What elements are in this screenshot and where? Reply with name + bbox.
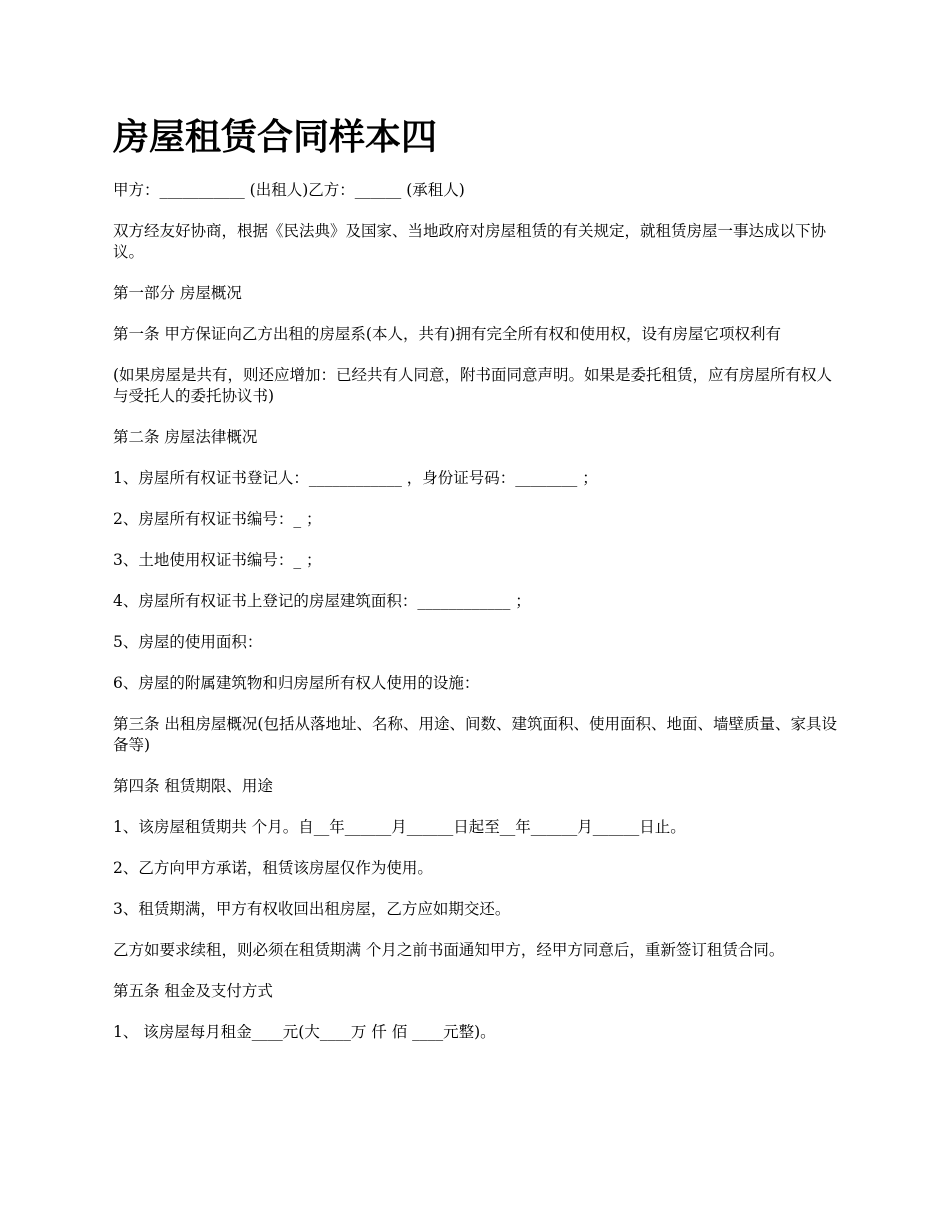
article-five-heading: 第五条 租金及支付方式 xyxy=(113,982,273,1000)
article-three: 第三条 出租房屋概况(包括从落地址、名称、用途、间数、建筑面积、使用面积、地面、墙壁质量、家具设备等) xyxy=(113,715,837,754)
article-one-note: (如果房屋是共有，则还应增加：已经共有人同意，附书面同意声明。如果是委托租赁，应有房屋所有权人与受托人的委托协议书) xyxy=(113,366,833,405)
parties-line: 甲方：___________ (出租人)乙方：______ (承租人) xyxy=(113,181,465,199)
clause-2-3: 3、土地使用权证书编号：_ ； xyxy=(113,551,322,569)
clause-4-1: 1、该房屋租赁期共 个月。自__年______月______日起至__年______月______日止。 xyxy=(113,818,686,836)
clause-2-5: 5、房屋的使用面积： xyxy=(113,633,263,651)
clause-5-1: 1、 该房屋每月租金____元(大____万 仟 佰 ____元整)。 xyxy=(113,1023,496,1041)
article-two-heading: 第二条 房屋法律概况 xyxy=(113,428,258,446)
renewal-paragraph: 乙方如要求续租，则必须在租赁期满 个月之前书面通知甲方，经甲方同意后，重新签订租赁合同。 xyxy=(113,941,785,959)
section-heading-part-one: 第一部分 房屋概况 xyxy=(113,284,242,302)
article-one: 第一条 甲方保证向乙方出租的房屋系(本人，共有)拥有完全所有权和使用权，设有房屋它项权利有 xyxy=(113,325,782,343)
clause-4-3: 3、租赁期满，甲方有权收回出租房屋，乙方应如期交还。 xyxy=(113,900,511,918)
clause-2-2: 2、房屋所有权证书编号：_ ； xyxy=(113,510,322,528)
clause-2-1: 1、房屋所有权证书登记人：____________ ，身份证号码：________ ； xyxy=(113,469,598,487)
clause-2-6: 6、房屋的附属建筑物和归房屋所有权人使用的设施： xyxy=(113,674,480,692)
article-four-heading: 第四条 租赁期限、用途 xyxy=(113,777,273,795)
preamble-paragraph: 双方经友好协商，根据《民法典》及国家、当地政府对房屋租赁的有关规定，就租赁房屋一事达成以下协议。 xyxy=(113,222,827,261)
document-page xyxy=(113,110,843,1063)
clause-2-4: 4、房屋所有权证书上登记的房屋建筑面积：____________ ； xyxy=(113,592,531,610)
clause-4-2: 2、乙方向甲方承诺，租赁该房屋仅作为使用。 xyxy=(113,859,433,877)
document-title: 房屋租赁合同样本四 xyxy=(113,116,438,158)
